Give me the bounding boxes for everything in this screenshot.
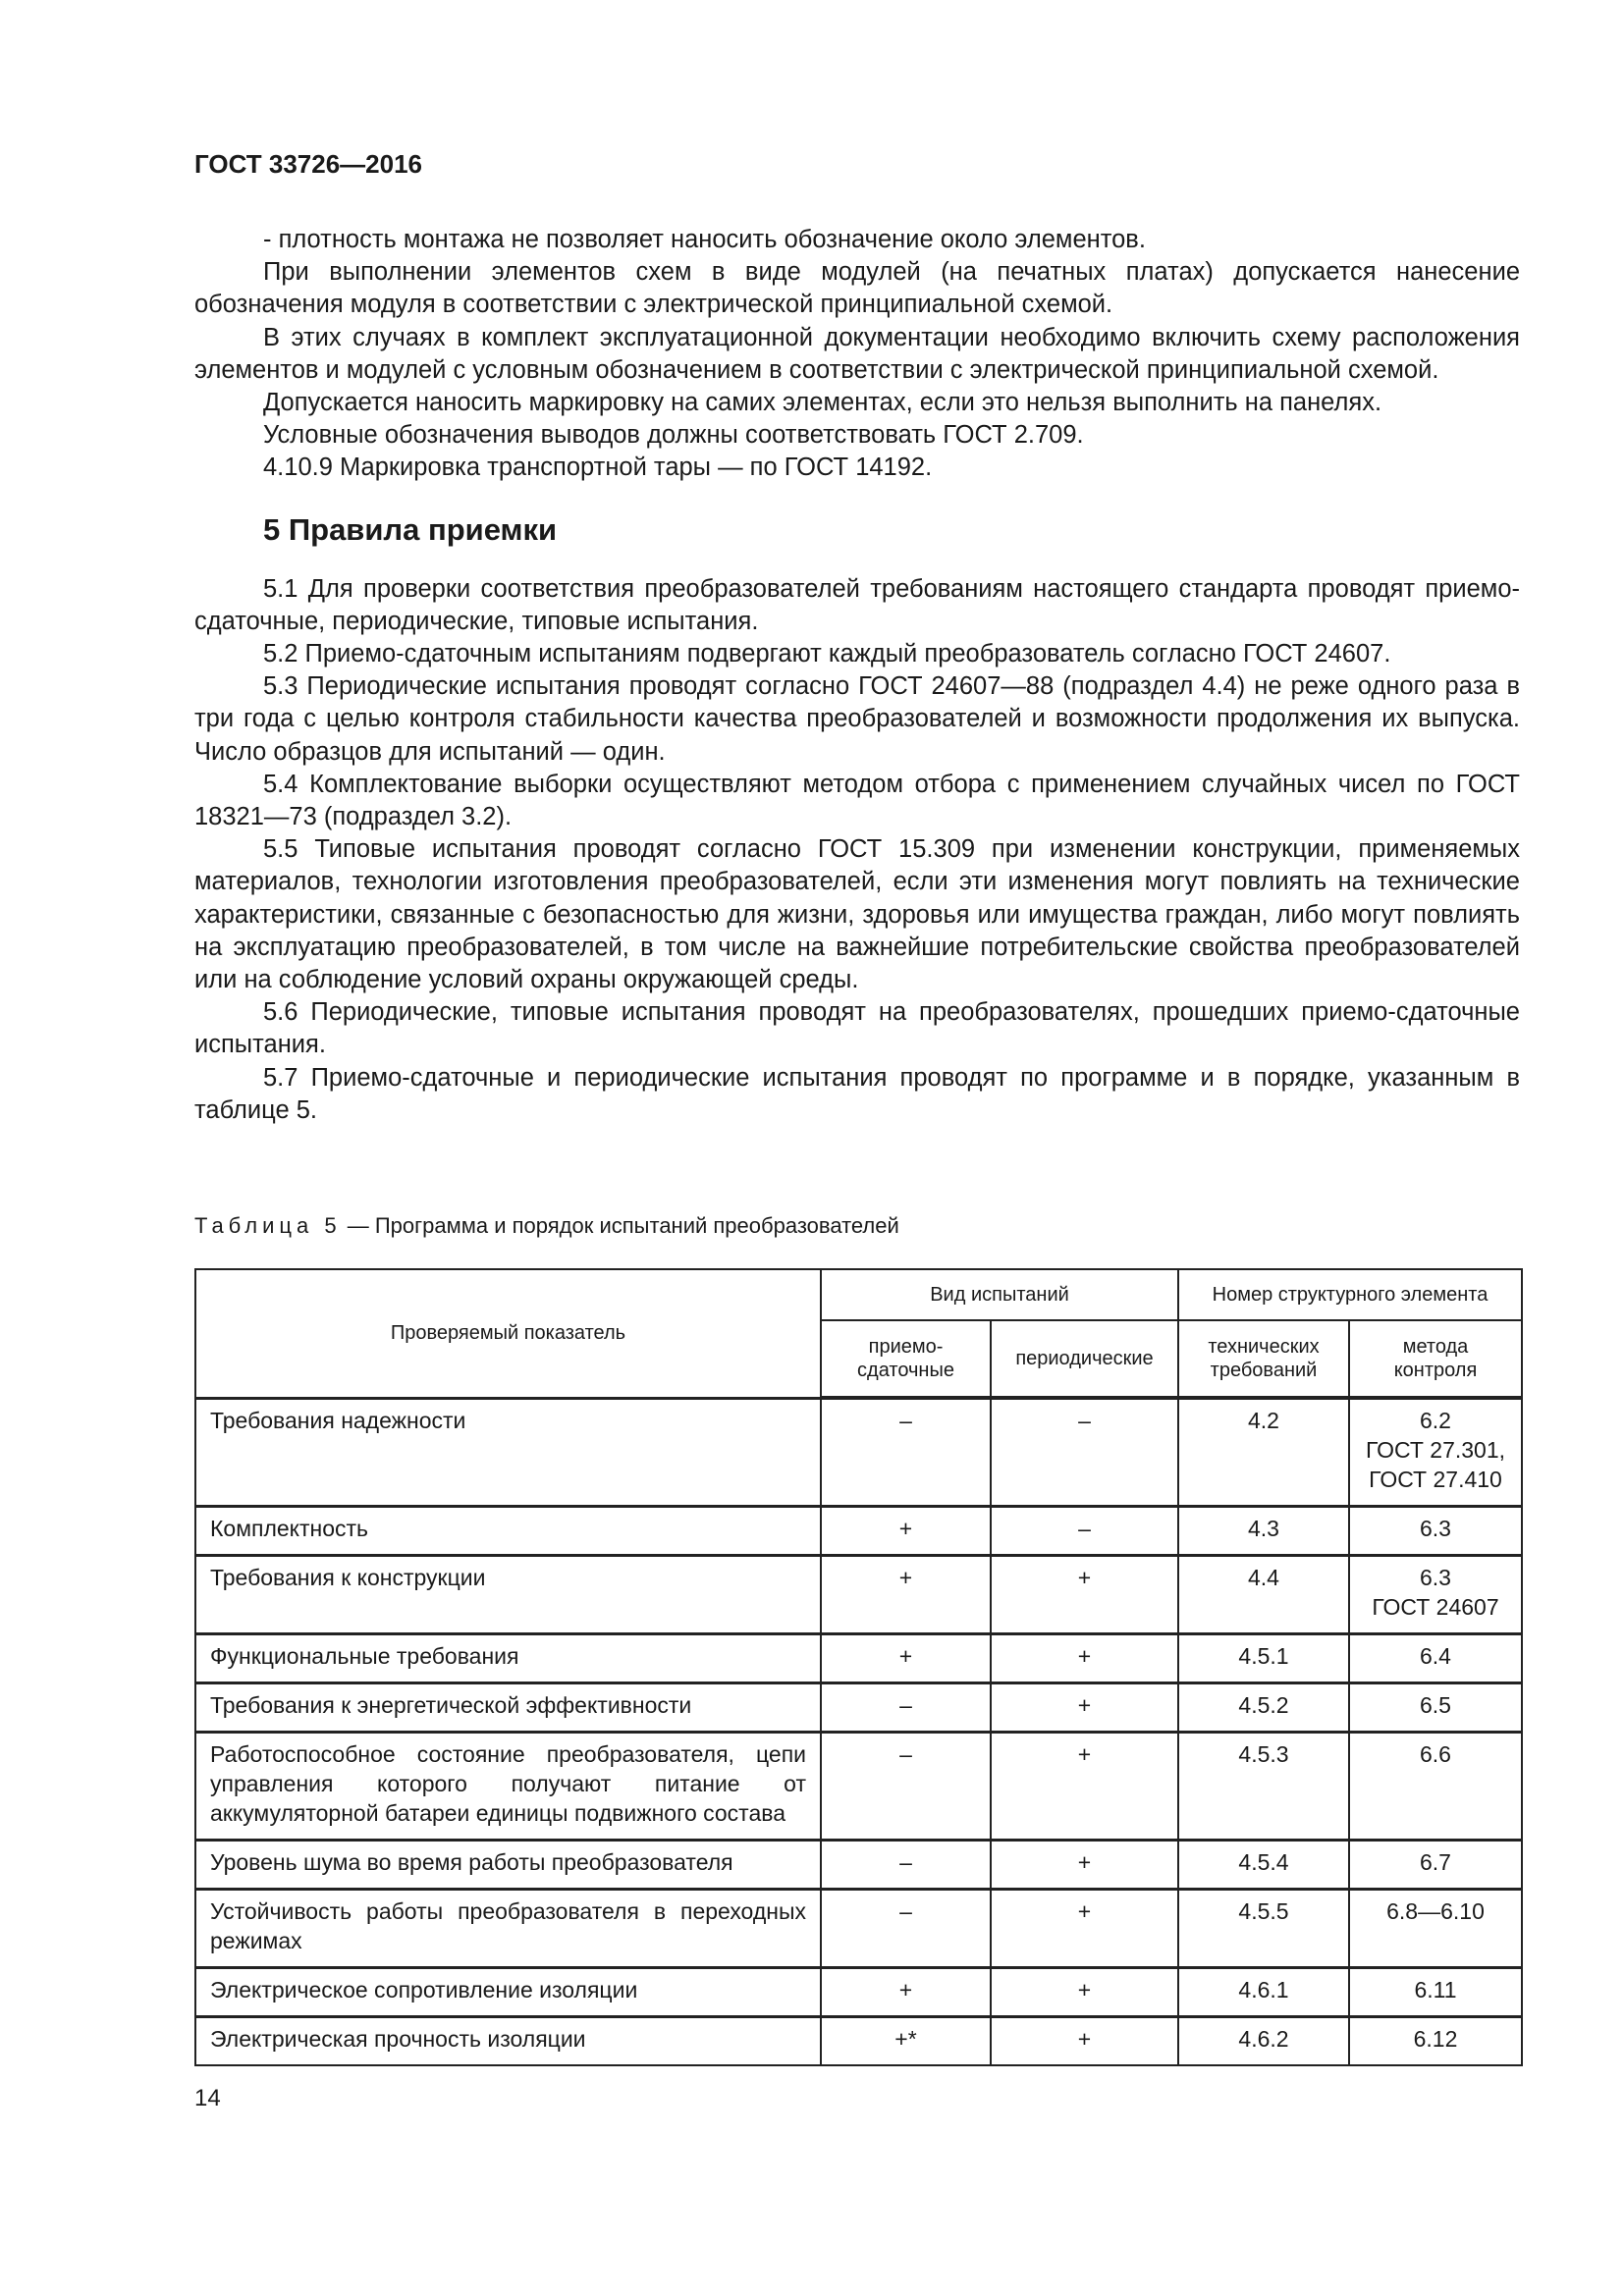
cell-acceptance: + — [821, 1633, 991, 1682]
header-tech-req: технических требований — [1178, 1320, 1349, 1398]
cell-method: 6.6 — [1349, 1732, 1522, 1840]
cell-acceptance: – — [821, 1889, 991, 1967]
cell-indicator: Требования к энергетической эффективности — [195, 1682, 821, 1732]
cell-acceptance: +* — [821, 2016, 991, 2065]
cell-tech: 4.5.4 — [1178, 1840, 1349, 1889]
section-title: 5 Правила приемки — [263, 511, 558, 547]
cell-indicator: Уровень шума во время работы преобразователя — [195, 1840, 821, 1889]
cell-tech: 4.3 — [1178, 1506, 1349, 1555]
body-text — [194, 224, 1520, 1127]
document-header: ГОСТ 33726—2016 — [194, 149, 422, 179]
cell-method: 6.12 — [1349, 2016, 1522, 2065]
cell-acceptance: – — [821, 1398, 991, 1506]
table-row — [195, 1682, 1522, 1732]
table-caption-text: — Программа и порядок испытаний преобразователей — [341, 1213, 899, 1238]
table-caption — [194, 1213, 899, 1239]
paragraph: - плотность монтажа не позволяет наносить обозначение около элементов. — [263, 226, 1146, 253]
paragraph: В этих случаях в комплект эксплуатационной документации необходимо включить схему расположения элементов и модулей с условным обозначением в соответствии с электрической принципиальной схемой. — [194, 323, 1520, 384]
header-acceptance: приемо-сдаточные — [821, 1320, 991, 1398]
paragraph: При выполнении элементов схем в виде модулей (на печатных платах) допускается нанесение обозначения модуля в соответствии с электрической принципиальной схемой. — [194, 258, 1520, 319]
paragraph: 5.1 Для проверки соответствия преобразователей требованиям настоящего стандарта проводят приемо-сдаточные, периодические, типовые испытания. — [194, 574, 1520, 635]
cell-indicator: Электрическая прочность изоляции — [195, 2016, 821, 2065]
header-test-type: Вид испытаний — [821, 1269, 1178, 1320]
paragraph: 5.4 Комплектование выборки осуществляют методом отбора с применением случайных чисел по ГОСТ 18321—73 (подраздел 3.2). — [194, 770, 1520, 831]
paragraph: Допускается наносить маркировку на самих элементах, если это нельзя выполнить на панелях. — [263, 389, 1382, 417]
cell-periodic: + — [991, 1967, 1178, 2016]
cell-method: 6.11 — [1349, 1967, 1522, 2016]
cell-periodic: + — [991, 2016, 1178, 2065]
cell-periodic: + — [991, 1555, 1178, 1633]
paragraph: 5.6 Периодические, типовые испытания проводят на преобразователях, прошедших приемо-сдаточные испытания. — [194, 998, 1520, 1059]
top-paragraphs — [194, 224, 1520, 485]
cell-tech: 4.5.5 — [1178, 1889, 1349, 1967]
tests-table — [194, 1268, 1523, 2066]
cell-periodic: + — [991, 1889, 1178, 1967]
cell-method: 6.3 — [1349, 1506, 1522, 1555]
cell-tech: 4.2 — [1178, 1398, 1349, 1506]
paragraph: 5.7 Приемо-сдаточные и периодические испытания проводят по программе и в порядке, указанным в таблице 5. — [194, 1063, 1520, 1124]
table-row — [195, 1967, 1522, 2016]
paragraph: 4.10.9 Маркировка транспортной тары — по ГОСТ 14192. — [263, 454, 933, 482]
cell-periodic: + — [991, 1840, 1178, 1889]
cell-acceptance: + — [821, 1555, 991, 1633]
cell-acceptance: – — [821, 1732, 991, 1840]
header-indicator: Проверяемый показатель — [195, 1269, 821, 1398]
cell-acceptance: + — [821, 1506, 991, 1555]
cell-tech: 4.4 — [1178, 1555, 1349, 1633]
cell-indicator: Функциональные требования — [195, 1633, 821, 1682]
cell-acceptance: – — [821, 1840, 991, 1889]
table-row — [195, 1840, 1522, 1889]
cell-periodic: + — [991, 1682, 1178, 1732]
paragraph: 5.5 Типовые испытания проводят согласно ГОСТ 15.309 при изменении конструкции, применяемых материалов, технологии изготовления преобразователей, если эти изменения могут повлиять на технические характеристики, связанные с безопасностью для жизни, здоровья или имущества граждан, либо могут повлиять на эксплуатацию преобразователей, в том числе на важнейшие потребительские свойства преобразователей или на соблюдение условий охраны окружающей среды. — [194, 835, 1520, 994]
paragraph: 5.2 Приемо-сдаточным испытаниям подвергают каждый преобразователь согласно ГОСТ 24607. — [263, 640, 1391, 668]
cell-periodic: – — [991, 1506, 1178, 1555]
cell-periodic: + — [991, 1732, 1178, 1840]
cell-tech: 4.5.2 — [1178, 1682, 1349, 1732]
cell-indicator: Комплектность — [195, 1506, 821, 1555]
cell-periodic: + — [991, 1633, 1178, 1682]
cell-tech: 4.6.1 — [1178, 1967, 1349, 2016]
cell-indicator: Устойчивость работы преобразователя в переходных режимах — [195, 1889, 821, 1967]
cell-method: 6.2 ГОСТ 27.301, ГОСТ 27.410 — [1349, 1398, 1522, 1506]
header-method: метода контроля — [1349, 1320, 1522, 1398]
header-periodic: периодические — [991, 1320, 1178, 1398]
section-paragraphs — [194, 573, 1520, 1127]
page-number: 14 — [194, 2085, 221, 2111]
header-struct: Номер структурного элемента — [1178, 1269, 1522, 1320]
table-row — [195, 1732, 1522, 1840]
table-caption-label: Таблица 5 — [194, 1213, 342, 1238]
table-row — [195, 1633, 1522, 1682]
paragraph: 5.3 Периодические испытания проводят согласно ГОСТ 24607—88 (подраздел 4.4) не реже одного раза в три года с целью контроля стабильности качества преобразователей и возможности продолжения их выпуска. Число образцов для испытаний — один. — [194, 672, 1520, 766]
cell-tech: 4.6.2 — [1178, 2016, 1349, 2065]
table-row — [195, 1555, 1522, 1633]
cell-method: 6.4 — [1349, 1633, 1522, 1682]
cell-tech: 4.5.1 — [1178, 1633, 1349, 1682]
cell-acceptance: + — [821, 1967, 991, 2016]
cell-method: 6.7 — [1349, 1840, 1522, 1889]
table-row — [195, 1889, 1522, 1967]
cell-acceptance: – — [821, 1682, 991, 1732]
cell-method: 6.3 ГОСТ 24607 — [1349, 1555, 1522, 1633]
cell-indicator: Требования к конструкции — [195, 1555, 821, 1633]
paragraph: Условные обозначения выводов должны соответствовать ГОСТ 2.709. — [263, 421, 1084, 450]
cell-indicator: Работоспособное состояние преобразователя, цепи управления которого получают питание от аккумуляторной батареи единицы подвижного состава — [195, 1732, 821, 1840]
table-row — [195, 1506, 1522, 1555]
cell-periodic: – — [991, 1398, 1178, 1506]
cell-method: 6.8—6.10 — [1349, 1889, 1522, 1967]
table-row — [195, 1398, 1522, 1506]
cell-tech: 4.5.3 — [1178, 1732, 1349, 1840]
table-row — [195, 2016, 1522, 2065]
cell-method: 6.5 — [1349, 1682, 1522, 1732]
cell-indicator: Требования надежности — [195, 1398, 821, 1506]
cell-indicator: Электрическое сопротивление изоляции — [195, 1967, 821, 2016]
